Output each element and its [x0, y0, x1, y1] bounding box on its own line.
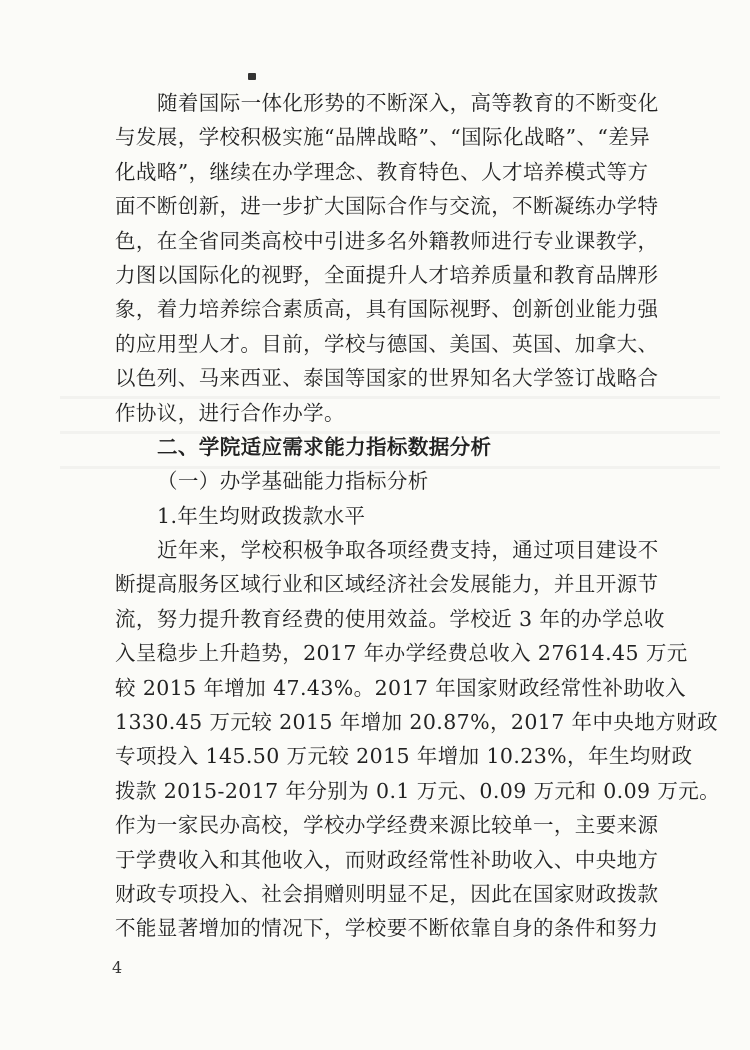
text-line: 近年来，学校积极争取各项经费支持，通过项目建设不 [157, 538, 659, 563]
text-line: 较 2015 年增加 47.43%。2017 年国家财政经常性补助收入 [115, 675, 687, 700]
text-line: 作为一家民办高校，学校办学经费来源比较单一，主要来源 [115, 813, 659, 838]
page-number: 4 [112, 958, 123, 977]
text-line: 化战略”，继续在办学理念、教育特色、人才培养模式等方 [115, 159, 649, 184]
document-body [115, 86, 721, 946]
text-line: 流，努力提升教育经费的使用效益。学校近 3 年的办学总收 [115, 606, 665, 631]
scan-speck [248, 73, 256, 80]
text-line: 力图以国际化的视野，全面提升人才培养质量和教育品牌形 [115, 262, 659, 287]
text-line: 入呈稳步上升趋势，2017 年办学经费总收入 27614.45 万元 [115, 641, 688, 666]
section-heading: 二、学院适应需求能力指标数据分析 [157, 434, 492, 459]
text-line: 1330.45 万元较 2015 年增加 20.87%，2017 年中央地方财政 [115, 710, 718, 735]
text-line: 随着国际一体化形势的不断深入，高等教育的不断变化 [157, 91, 659, 115]
text-line: 断提高服务区域行业和区域经济社会发展能力，并且开源节 [115, 572, 659, 597]
text-line: 作协议，进行合作办学。 [115, 400, 345, 425]
text-line: 色，在全省同类高校中引进多名外籍教师进行专业课教学， [115, 228, 659, 253]
text-line: 不能显著增加的情况下，学校要不断依靠自身的条件和努力 [115, 916, 659, 941]
text-line: 的应用型人才。目前，学校与德国、美国、英国、加拿大、 [115, 331, 659, 356]
text-line: 以色列、马来西亚、泰国等国家的世界知名大学签订战略合 [115, 366, 659, 391]
text-line: 面不断创新，进一步扩大国际合作与交流，不断凝练办学特 [115, 194, 659, 219]
subsection-heading: （一）办学基础能力指标分析 [157, 469, 429, 494]
paragraph-funding [115, 533, 721, 946]
text-line: 财政专项投入、社会捐赠则明显不足，因此在国家财政拨款 [115, 881, 659, 906]
text-line: 于学费收入和其他收入，而财政经常性补助收入、中央地方 [115, 847, 659, 872]
text-line: 专项投入 145.50 万元较 2015 年增加 10.23%，年生均财政 [115, 744, 693, 769]
text-line: 象，着力培养综合素质高，具有国际视野、创新创业能力强 [115, 297, 659, 322]
item-heading: 1.年生均财政拨款水平 [157, 503, 366, 528]
text-line: 与发展，学校积极实施“品牌战略”、“国际化战略”、“差异 [115, 125, 651, 150]
text-line: 拨款 2015-2017 年分别为 0.1 万元、0.09 万元和 0.09 万元。 [115, 778, 721, 803]
paragraph-intro [115, 86, 659, 430]
